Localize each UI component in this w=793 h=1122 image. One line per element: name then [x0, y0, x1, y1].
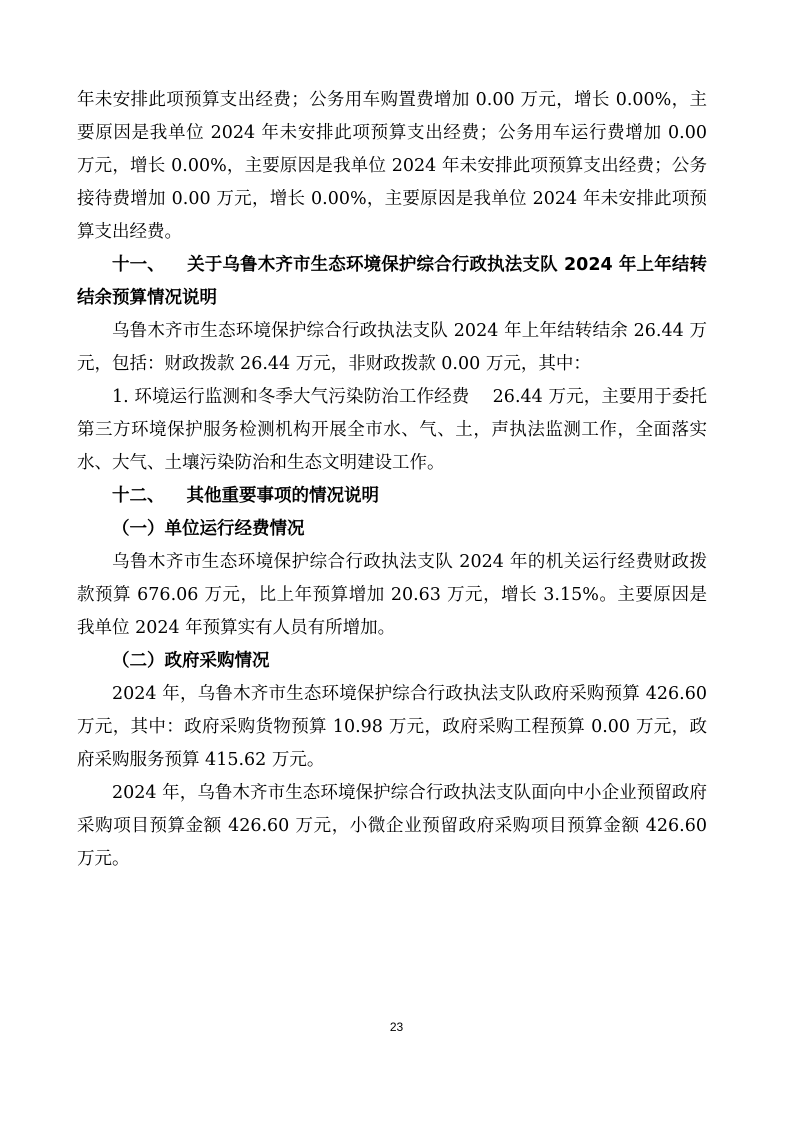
- body-text: [77, 84, 707, 876]
- page-number: 23: [389, 1020, 404, 1034]
- subsection-2-paragraph-2: 2024 年，乌鲁木齐市生态环境保护综合行政执法支队面向中小企业预留政府采购项目预算金额 426.60 万元，小微企业预留政府采购项目预算金额 426.60 万元。: [77, 783, 707, 869]
- section-12-heading: [77, 480, 707, 513]
- section-11-number: 十一、: [112, 255, 165, 275]
- subsection-2-paragraph-1: 2024 年，乌鲁木齐市生态环境保护综合行政执法支队政府采购预算 426.60 万元，其中：政府采购货物预算 10.98 万元，政府采购工程预算 0.00 万元，政府采购服务预算 415.62 万元。: [77, 684, 707, 770]
- section-12-number: 十二、: [112, 486, 165, 506]
- section-11-paragraph-2: 1. 环境运行监测和冬季大气污染防治工作经费 26.44 万元，主要用于委托第三方环境保护服务检测机构开展全市水、气、土，声执法监测工作，全面落实水、大气、土壤污染防治和生态文明建设工作。: [77, 387, 707, 473]
- section-11-heading: [77, 249, 707, 315]
- section-12-title: 其他重要事项的情况说明: [186, 486, 379, 506]
- subsection-1-heading: （一）单位运行经费情况: [112, 519, 305, 539]
- subsection-1-paragraph: 乌鲁木齐市生态环境保护综合行政执法支队 2024 年的机关运行经费财政拨款预算 676.06 万元，比上年预算增加 20.63 万元，增长 3.15%。主要原因是我单位 2024 年预算实有人员有所增加。: [77, 552, 707, 638]
- section-11-title: 关于乌鲁木齐市生态环境保护综合行政执法支队 2024 年上年结转结余预算情况说明: [77, 255, 708, 308]
- subsection-2-heading: （二）政府采购情况: [112, 651, 270, 671]
- continued-paragraph: 年未安排此项预算支出经费；公务用车购置费增加 0.00 万元，增长 0.00%，主要原因是我单位 2024 年未安排此项预算支出经费；公务用车运行费增加 0.00 万元，增长 0.00%，主要原因是我单位 2024 年未安排此项预算支出经费；公务接待费增加 0.00 万元，增长 0.00%，主要原因是我单位 2024 年未安排此项预算支出经费。: [77, 90, 707, 242]
- section-11-paragraph-1: 乌鲁木齐市生态环境保护综合行政执法支队 2024 年上年结转结余 26.44 万元，包括：财政拨款 26.44 万元，非财政拨款 0.00 万元，其中：: [77, 321, 707, 374]
